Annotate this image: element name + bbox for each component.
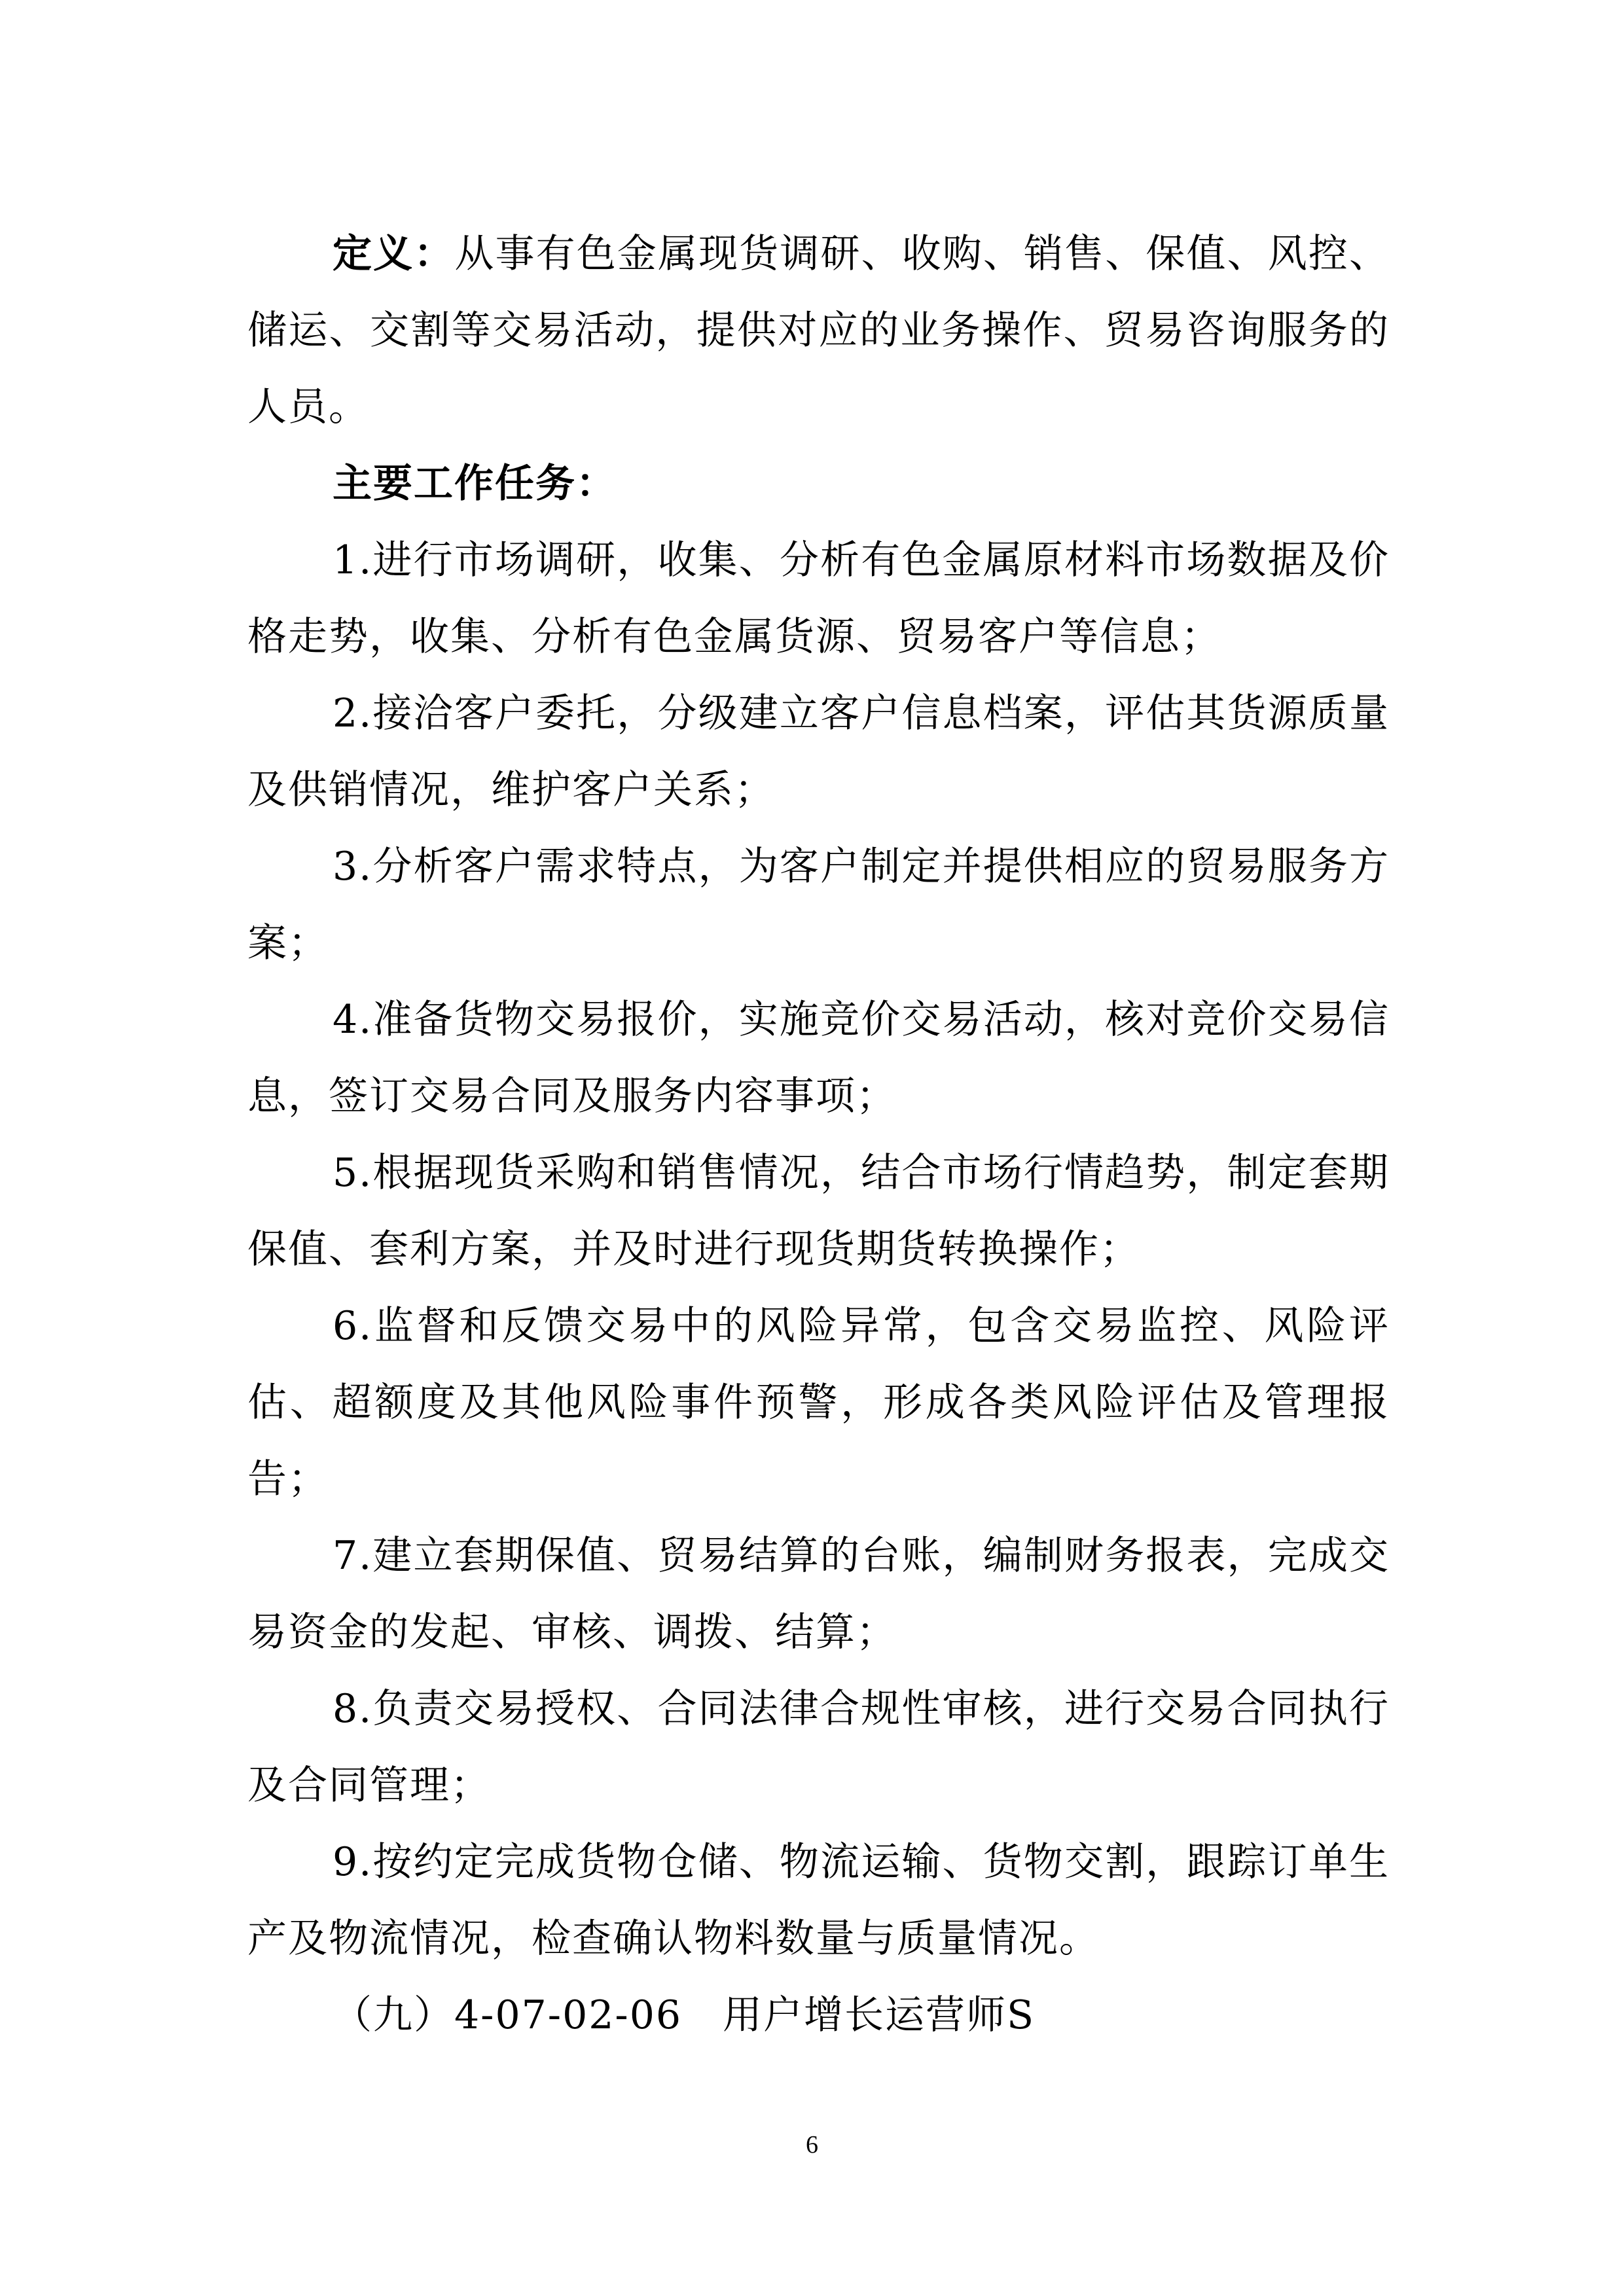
task-item-9: 9.按约定完成货物仓储、物流运输、货物交割，跟踪订单生产及物流情况，检查确认物料数量与质量情况。: [247, 1839, 1390, 1962]
tasks-heading: 主要工作任务：: [333, 461, 617, 507]
definition-paragraph: [247, 216, 1390, 446]
task-item-2: 2.接洽客户委托，分级建立客户信息档案，评估其货源质量及供销情况，维护客户关系；: [247, 691, 1390, 813]
definition-label: 定义：: [333, 231, 455, 277]
task-item-8: 8.负责交易授权、合同法律合规性审核，进行交易合同执行及合同管理；: [247, 1686, 1390, 1808]
task-item-6: 6.监督和反馈交易中的风险异常，包含交易监控、风险评估、超额度及其他风险事件预警，形成各类风险评估及管理报告；: [247, 1303, 1390, 1502]
task-item-4: 4.准备货物交易报价，实施竞价交易活动，核对竞价交易信息，签订交易合同及服务内容事项；: [247, 997, 1390, 1119]
page-number: 6: [806, 2131, 818, 2159]
next-section-heading: （九）4-07-02-06 用户增长运营师S: [333, 1992, 1036, 2038]
task-item-7: 7.建立套期保值、贸易结算的台账，编制财务报表，完成交易资金的发起、审核、调拨、结算；: [247, 1533, 1390, 1655]
task-item-3: 3.分析客户需求特点，为客户制定并提供相应的贸易服务方案；: [247, 844, 1390, 966]
page-content: [247, 216, 1390, 2054]
definition-text: 从事有色金属现货调研、收购、销售、保值、风控、储运、交割等交易活动，提供对应的业务操作、贸易咨询服务的人员。: [247, 231, 1390, 430]
task-item-1: 1.进行市场调研，收集、分析有色金属原材料市场数据及价格走势，收集、分析有色金属货源、贸易客户等信息；: [247, 537, 1390, 660]
task-item-5: 5.根据现货采购和销售情况，结合市场行情趋势，制定套期保值、套利方案，并及时进行现货期货转换操作；: [247, 1150, 1390, 1272]
